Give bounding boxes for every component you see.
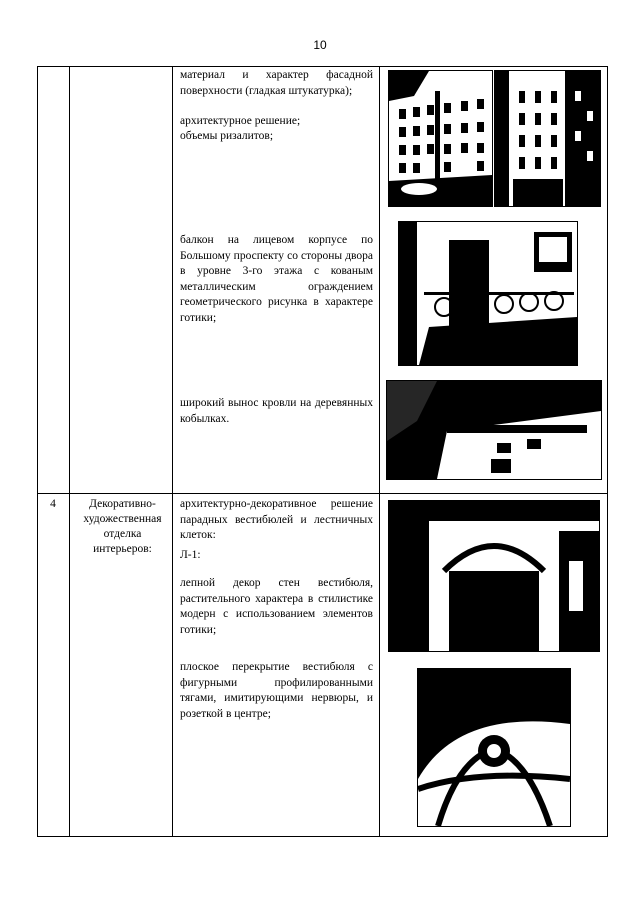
col-divider-1	[69, 66, 70, 837]
col-divider-3	[379, 66, 380, 837]
text-facade-surface: материал и характер фасадной поверхности (гладкая штукатурка);	[180, 69, 373, 97]
text-risalit-volumes: объемы ризалитов;	[180, 130, 274, 142]
category-label: Декоративно-художественная отделка интерьеров:	[83, 498, 162, 555]
text-balcony: балкон на лицевом корпусе по Большому проспекту со стороны двора в уровне 3-го этажа с кованым металлическим ограждением геометрического рисунка в характере готики;	[180, 234, 373, 324]
text-flat-ceiling: плоское перекрытие вестибюля с фигурными профилированными тягами, имитирующими нервюры, и розеткой в центре;	[180, 661, 373, 720]
text-architectural-solution: архитектурное решение;	[180, 115, 301, 127]
table-top-border	[37, 66, 608, 67]
text-l1: Л-1:	[180, 549, 201, 561]
table-left-border	[37, 66, 38, 837]
table-bottom-border	[37, 836, 608, 837]
balcony-photo	[398, 221, 578, 366]
text-roof: широкий вынос кровли на деревянных кобылках.	[180, 397, 373, 425]
text-vestibule-solution: архитектурно-декоративное решение парадных вестибюлей и лестничных клеток:	[180, 498, 373, 541]
facade-photo-right	[494, 70, 601, 207]
facade-photo-left	[388, 70, 493, 207]
page-number: 10	[313, 38, 327, 52]
roof-photo	[386, 380, 602, 480]
table-right-border	[607, 66, 608, 837]
row-divider	[37, 493, 608, 494]
vestibule-photo	[388, 500, 600, 652]
col-divider-2	[172, 66, 173, 837]
text-stucco-decor: лепной декор стен вестибюля, растительного характера в стилистике модерн с использованием элементов готики;	[180, 577, 373, 636]
ceiling-photo	[417, 668, 571, 827]
row-number: 4	[50, 498, 56, 510]
